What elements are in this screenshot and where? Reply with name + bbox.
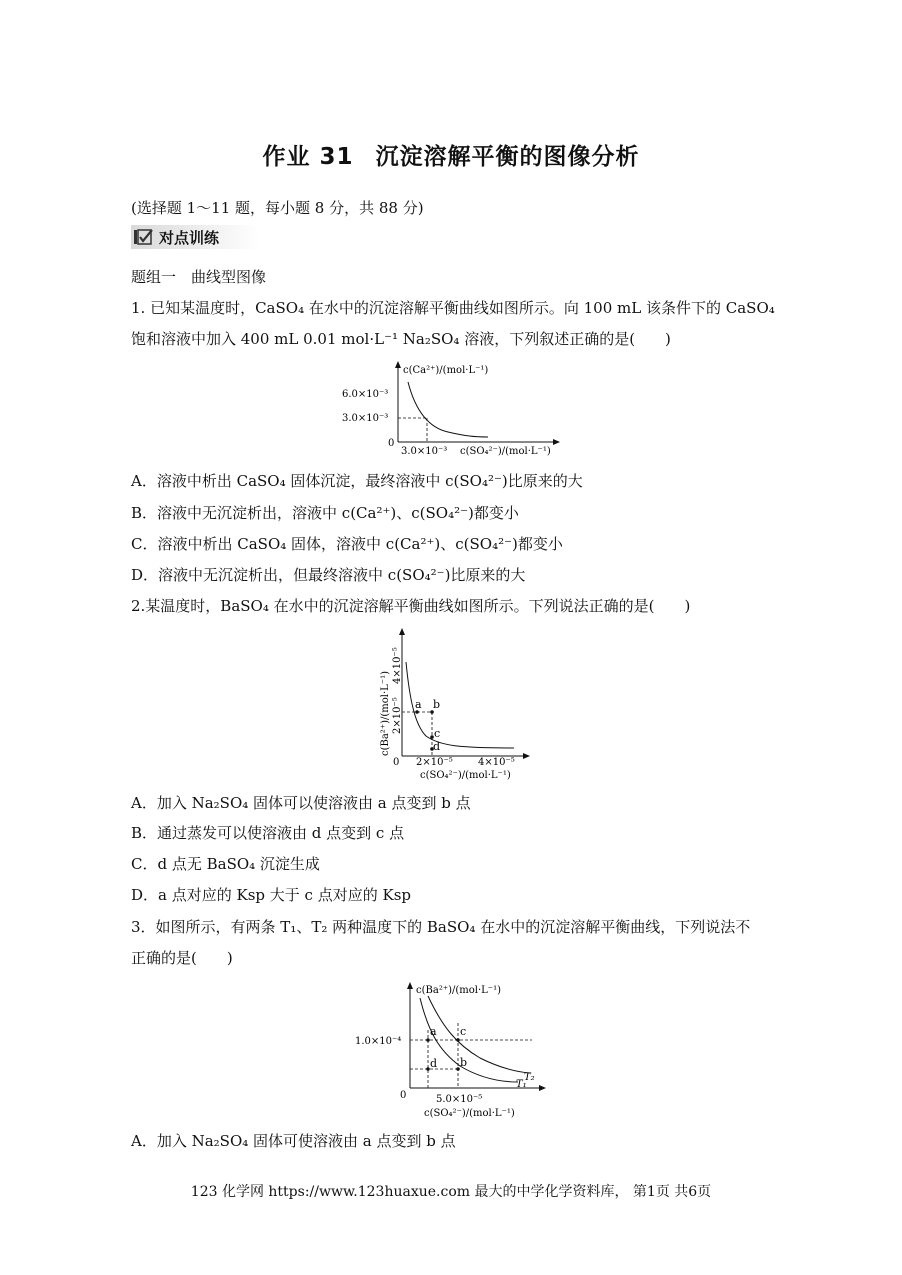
q1-line1: 1. 已知某温度时，CaSO₄ 在水中的沉淀溶解平衡曲线如图所示。向 100 mL 该条件下的 CaSO₄ — [131, 299, 775, 317]
q3-point-c: c — [460, 1025, 467, 1038]
q1-option-b: B．溶液中无沉淀析出，溶液中 c(Ca²⁺)、c(SO₄²⁻)都变小 — [131, 504, 519, 522]
q1-curve — [408, 382, 488, 437]
q1-ylabel: c(Ca²⁺)/(mol·L⁻¹) — [403, 365, 489, 376]
q2-xlabel: c(SO₄²⁻)/(mol·L⁻¹) — [420, 770, 511, 781]
q2-option-d: D．a 点对应的 Ksp 大于 c 点对应的 Ksp — [131, 886, 411, 904]
page-title — [0, 138, 902, 171]
q2-origin: 0 — [393, 757, 400, 768]
q2-option-b: B．通过蒸发可以使溶液由 d 点变到 c 点 — [131, 824, 405, 842]
title-part1: 作业 31 — [262, 144, 354, 170]
q1-xlabel: c(SO₄²⁻)/(mol·L⁻¹) — [460, 446, 551, 457]
q3-point-b: b — [460, 1056, 468, 1069]
q3-label-t2: T₂ — [524, 1072, 535, 1083]
q2-option-a: A．加入 Na₂SO₄ 固体可以使溶液由 a 点变到 b 点 — [131, 794, 471, 812]
q1-ytick-high: 6.0×10⁻³ — [342, 389, 389, 400]
q2-line1: 2.某温度时，BaSO₄ 在水中的沉淀溶解平衡曲线如图所示。下列说法正确的是( ) — [131, 597, 691, 615]
q2-point-b: b — [433, 698, 441, 711]
q2-curve — [406, 662, 514, 748]
q1-option-d: D．溶液中无沉淀析出，但最终溶液中 c(SO₄²⁻)比原来的大 — [131, 566, 526, 584]
q2-ylabel: c(Ba²⁺)/(mol·L⁻¹) — [380, 671, 391, 756]
q3-point-d: d — [430, 1057, 438, 1070]
q1-line2: 饱和溶液中加入 400 mL 0.01 mol·L⁻¹ Na₂SO₄ 溶液，下列叙述正确的是( ) — [131, 330, 671, 348]
q2-xtick1: 2×10⁻⁵ — [416, 757, 453, 768]
q3-ylabel: c(Ba²⁺)/(mol·L⁻¹) — [416, 985, 501, 996]
q3-option-a: A．加入 Na₂SO₄ 固体可使溶液由 a 点变到 b 点 — [131, 1132, 456, 1150]
q1-xtick: 3.0×10⁻³ — [401, 446, 448, 457]
q2-point-c: c — [434, 727, 441, 740]
instructions: (选择题 1～11 题，每小题 8 分，共 88 分) — [131, 199, 424, 217]
q2-chart — [360, 624, 540, 784]
q3-line2: 正确的是( ) — [131, 949, 233, 967]
q1-option-c: C．溶液中析出 CaSO₄ 固体，溶液中 c(Ca²⁺)、c(SO₄²⁻)都变小 — [131, 535, 563, 553]
section-heading — [133, 227, 219, 249]
q3-line1: 3．如图所示，有两条 T₁、T₂ 两种温度下的 BaSO₄ 在水中的沉淀溶解平衡曲线，下列说法不 — [131, 918, 751, 936]
q2-xtick2: 4×10⁻⁵ — [478, 757, 515, 768]
section-label: 对点训练 — [159, 229, 220, 247]
q2-option-c: C．d 点无 BaSO₄ 沉淀生成 — [131, 855, 320, 873]
q3-xlabel: c(SO₄²⁻)/(mol·L⁻¹) — [424, 1108, 515, 1119]
q2-point-d: d — [433, 740, 441, 753]
q3-chart — [350, 978, 555, 1123]
q1-ytick-mid: 3.0×10⁻³ — [342, 413, 389, 424]
q3-ytick: 1.0×10⁻⁴ — [355, 1036, 402, 1047]
page-footer: 123 化学网 https://www.123huaxue.com 最大的中学化学资料库， 第1页 共6页 — [190, 1184, 712, 1200]
title-part2: 沉淀溶解平衡的图像分析 — [375, 144, 640, 170]
q1-origin: 0 — [388, 438, 395, 449]
q3-origin: 0 — [400, 1090, 407, 1101]
q2-point-a: a — [415, 698, 422, 711]
q2-ytick-low: 2×10⁻⁵ — [392, 697, 403, 734]
q3-label-t1: T₁ — [516, 1079, 527, 1090]
q3-xtick: 5.0×10⁻⁵ — [436, 1094, 483, 1105]
group-heading: 题组一 曲线型图像 — [131, 268, 267, 286]
q3-point-a: a — [430, 1025, 437, 1038]
checkmark-icon — [133, 229, 153, 249]
q1-chart — [330, 358, 570, 460]
q1-option-a: A．溶液中析出 CaSO₄ 固体沉淀，最终溶液中 c(SO₄²⁻)比原来的大 — [131, 472, 583, 490]
q2-ytick-high: 4×10⁻⁵ — [392, 647, 403, 684]
q3-curve-t2 — [428, 996, 530, 1073]
